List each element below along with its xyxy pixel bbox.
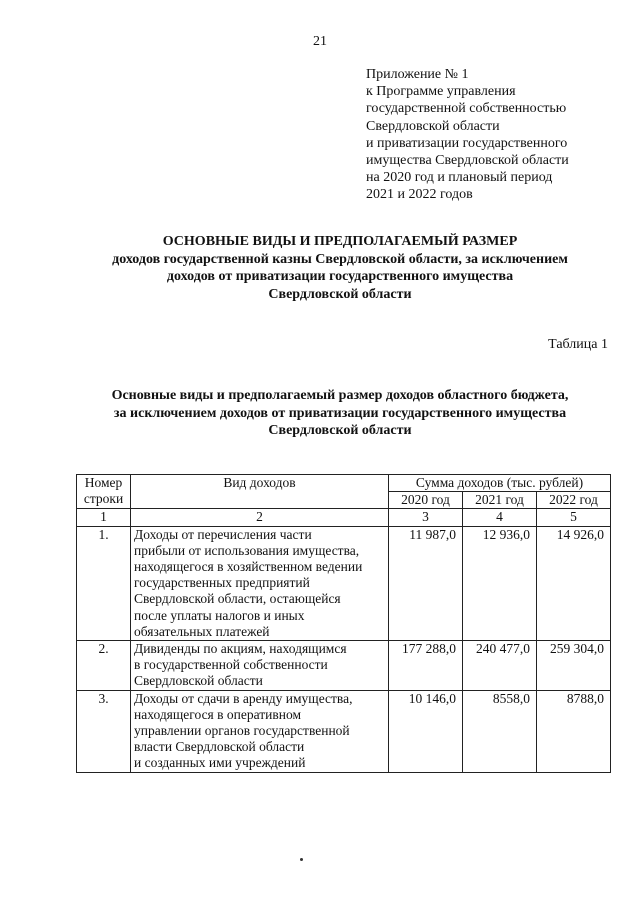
row-number: 2. (77, 641, 131, 691)
header-income-type: Вид доходов (131, 475, 389, 509)
value-2020: 177 288,0 (389, 641, 463, 691)
header-text: строки (83, 491, 124, 507)
title-line: доходов государственной казны Свердловской области, за исключением (112, 251, 568, 267)
value-2021: 12 936,0 (463, 526, 537, 640)
appendix-line: государственной собственностью (366, 101, 567, 117)
header-sum: Сумма доходов (тыс. рублей) (389, 475, 611, 492)
value-2022: 14 926,0 (537, 526, 611, 640)
description-line: находящегося в хозяйственном ведении (134, 559, 363, 575)
table-title-line: Основные виды и предполагаемый размер доходов областного бюджета, (111, 388, 569, 403)
value-2022: 8788,0 (537, 690, 611, 772)
row-description (131, 526, 389, 640)
header-year: 2022 год (537, 492, 611, 509)
table-title (40, 387, 640, 440)
header-year: 2020 год (389, 492, 463, 509)
column-number: 4 (463, 509, 537, 526)
description-line: после уплаты налогов и иных (134, 607, 305, 623)
description-line: власти Свердловской области (134, 739, 305, 755)
row-description (131, 641, 389, 691)
column-number: 3 (389, 509, 463, 526)
table-caption: Таблица 1 (548, 337, 608, 352)
description-line: прибыли от использования имущества, (134, 542, 360, 558)
description-line: Свердловской области (134, 673, 263, 689)
row-description (131, 690, 389, 772)
row-number: 1. (77, 526, 131, 640)
description-line: обязательных платежей (134, 623, 270, 639)
description-line: в государственной собственности (134, 657, 328, 673)
column-number: 2 (131, 509, 389, 526)
header-text: Номер (84, 475, 123, 490)
description-line: и созданных ими учреждений (134, 755, 306, 771)
appendix-line: Приложение № 1 (366, 67, 469, 82)
value-2021: 240 477,0 (463, 641, 537, 691)
description-line: государственных предприятий (134, 575, 310, 591)
column-number: 1 (77, 509, 131, 526)
description-line: находящегося в оперативном (134, 706, 302, 722)
description-line: Свердловской области, остающейся (134, 591, 341, 607)
table-row (77, 526, 611, 640)
row-number: 3. (77, 690, 131, 772)
table-title-line: Свердловской области (268, 423, 412, 438)
title-line: ОСНОВНЫЕ ВИДЫ И ПРЕДПОЛАГАЕМЫЙ РАЗМЕР (162, 234, 518, 249)
appendix-line: на 2020 год и плановый период (366, 170, 553, 186)
column-number: 5 (537, 509, 611, 526)
title-line: доходов от приватизации государственного имущества (166, 269, 514, 284)
description-line: Доходы от перечисления части (134, 526, 312, 542)
appendix-line: к Программе управления (366, 84, 516, 100)
description-line: Доходы от сдачи в аренду имущества, (134, 690, 353, 706)
page-number: 21 (313, 34, 327, 49)
table-title-line: за исключением доходов от приватизации государственного имущества (113, 405, 567, 421)
value-2022: 259 304,0 (537, 641, 611, 691)
title-line: Свердловской области (268, 286, 412, 302)
appendix-note (366, 66, 626, 204)
appendix-line: имущества Свердловской области (366, 153, 569, 169)
document-title (40, 233, 640, 303)
income-table (76, 474, 611, 773)
value-2021: 8558,0 (463, 690, 537, 772)
appendix-line: Свердловской области (366, 118, 500, 134)
table-header-row (77, 475, 611, 492)
table-row (77, 641, 611, 691)
table-row (77, 690, 611, 772)
header-row-number (77, 475, 131, 509)
description-line: Дивиденды по акциям, находящимся (134, 641, 347, 657)
value-2020: 11 987,0 (389, 526, 463, 640)
appendix-line: 2021 и 2022 годов (366, 187, 473, 203)
value-2020: 10 146,0 (389, 690, 463, 772)
scan-speck (300, 858, 303, 861)
appendix-line: и приватизации государственного (366, 135, 568, 151)
description-line: управлении органов государственной (134, 723, 350, 739)
column-numbers-row (77, 509, 611, 526)
header-year: 2021 год (463, 492, 537, 509)
